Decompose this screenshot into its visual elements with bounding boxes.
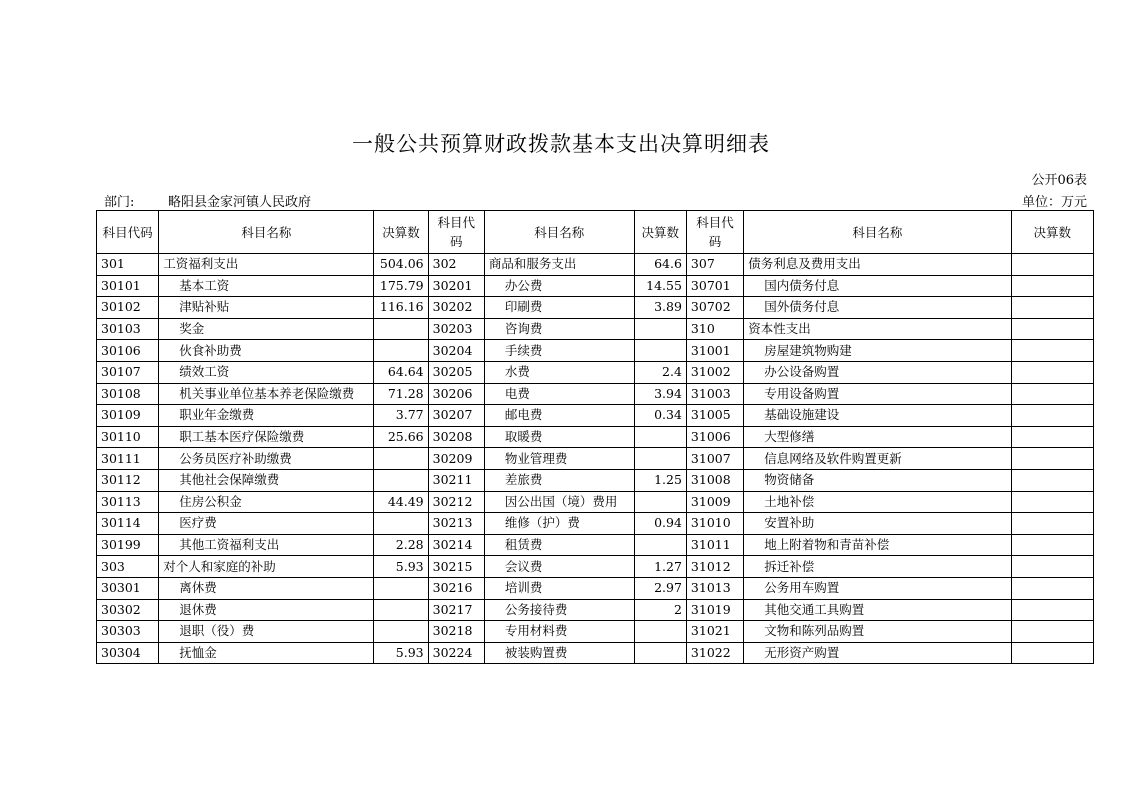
- row-amount-3: [1011, 405, 1093, 427]
- row-code: 30114: [97, 513, 159, 535]
- row-code-3: 31009: [686, 491, 743, 513]
- table-row: [97, 513, 1094, 535]
- row-name-3: 公务用车购置: [744, 577, 1011, 599]
- row-name: 伙食补助费: [159, 340, 374, 362]
- expenditure-table: [96, 210, 1094, 664]
- row-amount: 504.06: [374, 254, 428, 276]
- table-row: [97, 448, 1094, 470]
- row-code-3: 31001: [686, 340, 743, 362]
- row-name: 住房公积金: [159, 491, 374, 513]
- header-name: 科目名称: [159, 211, 374, 254]
- row-name: 公务员医疗补助缴费: [159, 448, 374, 470]
- row-amount-2: 64.6: [634, 254, 686, 276]
- row-amount: [374, 599, 428, 621]
- row-name: 抚恤金: [159, 642, 374, 664]
- row-code: 30304: [97, 642, 159, 664]
- table-row: [97, 275, 1094, 297]
- row-code: 30303: [97, 621, 159, 643]
- row-code-2: 30202: [428, 297, 484, 319]
- row-code-2: 30209: [428, 448, 484, 470]
- table-row: [97, 361, 1094, 383]
- row-name-3: 资本性支出: [744, 318, 1011, 340]
- table-header-row: [97, 211, 1094, 254]
- row-name-2: 差旅费: [484, 469, 634, 491]
- row-amount-2: 0.94: [634, 513, 686, 535]
- row-amount: 2.28: [374, 534, 428, 556]
- table-row: [97, 254, 1094, 276]
- row-amount: [374, 448, 428, 470]
- row-code-3: 31012: [686, 556, 743, 578]
- row-name-3: 地上附着物和青苗补偿: [744, 534, 1011, 556]
- row-amount-2: 2.4: [634, 361, 686, 383]
- row-name-2: 咨询费: [484, 318, 634, 340]
- header-amount-3: 决算数: [1011, 211, 1093, 254]
- table-body: [97, 254, 1094, 664]
- row-name-3: 国外债务付息: [744, 297, 1011, 319]
- row-amount-2: 14.55: [634, 275, 686, 297]
- row-name-2: 印刷费: [484, 297, 634, 319]
- row-code-2: 30208: [428, 426, 484, 448]
- row-code-2: 30217: [428, 599, 484, 621]
- row-amount-3: [1011, 297, 1093, 319]
- row-code-3: 31006: [686, 426, 743, 448]
- row-amount: [374, 318, 428, 340]
- row-name-2: 邮电费: [484, 405, 634, 427]
- row-amount-2: 1.27: [634, 556, 686, 578]
- table-row: [97, 383, 1094, 405]
- row-code: 301: [97, 254, 159, 276]
- row-name: 奖金: [159, 318, 374, 340]
- row-amount: 44.49: [374, 491, 428, 513]
- row-code-2: 30211: [428, 469, 484, 491]
- row-code-3: 31019: [686, 599, 743, 621]
- row-code-2: 30212: [428, 491, 484, 513]
- row-name-3: 安置补助: [744, 513, 1011, 535]
- table-row: [97, 469, 1094, 491]
- row-name-3: 专用设备购置: [744, 383, 1011, 405]
- row-code-3: 31011: [686, 534, 743, 556]
- row-code-3: 31002: [686, 361, 743, 383]
- row-code: 30106: [97, 340, 159, 362]
- row-code-2: 30204: [428, 340, 484, 362]
- row-name: 津贴补贴: [159, 297, 374, 319]
- row-amount: [374, 340, 428, 362]
- row-name-3: 物资储备: [744, 469, 1011, 491]
- row-name: 机关事业单位基本养老保险缴费: [159, 383, 374, 405]
- row-name-3: 拆迁补偿: [744, 556, 1011, 578]
- table-row: [97, 318, 1094, 340]
- header-amount-2: 决算数: [634, 211, 686, 254]
- row-code: 30110: [97, 426, 159, 448]
- form-number: 公开06表: [1031, 173, 1087, 188]
- row-code-3: 31021: [686, 621, 743, 643]
- row-name-3: 基础设施建设: [744, 405, 1011, 427]
- row-name-3: 债务利息及费用支出: [744, 254, 1011, 276]
- row-amount-3: [1011, 513, 1093, 535]
- table-row: [97, 642, 1094, 664]
- row-name-2: 公务接待费: [484, 599, 634, 621]
- table-row: [97, 599, 1094, 621]
- row-code: 30107: [97, 361, 159, 383]
- row-code-3: 31022: [686, 642, 743, 664]
- row-code-2: 30205: [428, 361, 484, 383]
- row-code: 30301: [97, 577, 159, 599]
- row-name: 对个人和家庭的补助: [159, 556, 374, 578]
- row-name: 其他工资福利支出: [159, 534, 374, 556]
- row-code-3: 31010: [686, 513, 743, 535]
- row-name-2: 专用材料费: [484, 621, 634, 643]
- row-code-2: 30213: [428, 513, 484, 535]
- row-name-3: 文物和陈列品购置: [744, 621, 1011, 643]
- row-amount-3: [1011, 642, 1093, 664]
- row-amount-2: [634, 621, 686, 643]
- row-amount-2: 3.94: [634, 383, 686, 405]
- row-code: 30199: [97, 534, 159, 556]
- row-name-2: 租赁费: [484, 534, 634, 556]
- row-name: 职业年金缴费: [159, 405, 374, 427]
- row-name: 离休费: [159, 577, 374, 599]
- row-amount-3: [1011, 254, 1093, 276]
- row-name-2: 电费: [484, 383, 634, 405]
- header-code: 科目代码: [97, 211, 159, 254]
- row-code: 30109: [97, 405, 159, 427]
- row-name-3: 国内债务付息: [744, 275, 1011, 297]
- row-amount: [374, 621, 428, 643]
- row-amount-3: [1011, 426, 1093, 448]
- row-code: 30302: [97, 599, 159, 621]
- row-code: 30102: [97, 297, 159, 319]
- row-amount-3: [1011, 318, 1093, 340]
- row-amount-3: [1011, 361, 1093, 383]
- row-amount-2: [634, 448, 686, 470]
- row-name: 医疗费: [159, 513, 374, 535]
- department-label: 部门:: [104, 195, 135, 210]
- row-amount-3: [1011, 556, 1093, 578]
- row-name-2: 被装购置费: [484, 642, 634, 664]
- row-code-3: 30702: [686, 297, 743, 319]
- row-name-2: 因公出国（境）费用: [484, 491, 634, 513]
- row-amount-3: [1011, 621, 1093, 643]
- row-amount: 5.93: [374, 642, 428, 664]
- table-row: [97, 556, 1094, 578]
- row-amount-3: [1011, 491, 1093, 513]
- row-name-3: 无形资产购置: [744, 642, 1011, 664]
- row-code-2: 30216: [428, 577, 484, 599]
- row-code-2: 30201: [428, 275, 484, 297]
- row-name: 其他社会保障缴费: [159, 469, 374, 491]
- row-amount: 175.79: [374, 275, 428, 297]
- row-code-2: 30218: [428, 621, 484, 643]
- row-code: 30101: [97, 275, 159, 297]
- row-amount-3: [1011, 448, 1093, 470]
- row-amount-3: [1011, 534, 1093, 556]
- row-amount-2: [634, 340, 686, 362]
- row-amount-2: [634, 491, 686, 513]
- row-amount-2: 3.89: [634, 297, 686, 319]
- row-code: 30108: [97, 383, 159, 405]
- row-code-3: 31005: [686, 405, 743, 427]
- header-name-3: 科目名称: [744, 211, 1011, 254]
- row-name-3: 土地补偿: [744, 491, 1011, 513]
- table-row: [97, 491, 1094, 513]
- row-name-3: 房屋建筑物购建: [744, 340, 1011, 362]
- row-name-2: 培训费: [484, 577, 634, 599]
- row-code-3: 307: [686, 254, 743, 276]
- table-row: [97, 426, 1094, 448]
- row-code: 30113: [97, 491, 159, 513]
- row-name-2: 水费: [484, 361, 634, 383]
- table-row: [97, 297, 1094, 319]
- department-name: 略阳县金家河镇人民政府: [168, 195, 312, 210]
- row-code-3: 31008: [686, 469, 743, 491]
- row-name-3: 信息网络及软件购置更新: [744, 448, 1011, 470]
- row-amount-3: [1011, 383, 1093, 405]
- row-name: 绩效工资: [159, 361, 374, 383]
- row-code: 30111: [97, 448, 159, 470]
- row-amount-2: 0.34: [634, 405, 686, 427]
- row-amount: 3.77: [374, 405, 428, 427]
- header-name-2: 科目名称: [484, 211, 634, 254]
- row-code-3: 30701: [686, 275, 743, 297]
- row-amount-3: [1011, 340, 1093, 362]
- row-name: 退休费: [159, 599, 374, 621]
- row-code-3: 31013: [686, 577, 743, 599]
- row-amount-2: [634, 426, 686, 448]
- department-line: [104, 191, 311, 210]
- row-code-3: 31003: [686, 383, 743, 405]
- row-name-2: 维修（护）费: [484, 513, 634, 535]
- row-amount: 25.66: [374, 426, 428, 448]
- table-row: [97, 534, 1094, 556]
- row-amount: 116.16: [374, 297, 428, 319]
- table-row: [97, 621, 1094, 643]
- row-name-2: 会议费: [484, 556, 634, 578]
- row-name-3: 大型修缮: [744, 426, 1011, 448]
- row-name-3: 办公设备购置: [744, 361, 1011, 383]
- row-amount-2: [634, 642, 686, 664]
- unit-label: 单位：万元: [1021, 195, 1087, 210]
- row-code-2: 30215: [428, 556, 484, 578]
- row-amount: 64.64: [374, 361, 428, 383]
- row-amount-3: [1011, 275, 1093, 297]
- row-amount-3: [1011, 577, 1093, 599]
- row-amount-2: 2.97: [634, 577, 686, 599]
- row-code-2: 30203: [428, 318, 484, 340]
- row-name: 职工基本医疗保险缴费: [159, 426, 374, 448]
- row-amount-3: [1011, 599, 1093, 621]
- header-code-2: 科目代码: [428, 211, 484, 254]
- row-name: 基本工资: [159, 275, 374, 297]
- table-row: [97, 577, 1094, 599]
- row-amount-2: [634, 318, 686, 340]
- row-code: 30103: [97, 318, 159, 340]
- row-name: 工资福利支出: [159, 254, 374, 276]
- row-name-2: 取暖费: [484, 426, 634, 448]
- row-code-2: 302: [428, 254, 484, 276]
- row-amount-2: 2: [634, 599, 686, 621]
- row-code-3: 31007: [686, 448, 743, 470]
- row-name-2: 物业管理费: [484, 448, 634, 470]
- row-code-2: 30207: [428, 405, 484, 427]
- row-amount: [374, 513, 428, 535]
- row-name-2: 手续费: [484, 340, 634, 362]
- row-code-2: 30206: [428, 383, 484, 405]
- row-amount: [374, 577, 428, 599]
- row-code-3: 310: [686, 318, 743, 340]
- header-amount: 决算数: [374, 211, 428, 254]
- row-code-2: 30224: [428, 642, 484, 664]
- row-amount-2: [634, 534, 686, 556]
- header-code-3: 科目代码: [686, 211, 743, 254]
- row-name-3: 其他交通工具购置: [744, 599, 1011, 621]
- row-name-2: 办公费: [484, 275, 634, 297]
- row-name: 退职（役）费: [159, 621, 374, 643]
- table-row: [97, 340, 1094, 362]
- row-code-2: 30214: [428, 534, 484, 556]
- row-amount: [374, 469, 428, 491]
- row-amount-3: [1011, 469, 1093, 491]
- row-name-2: 商品和服务支出: [484, 254, 634, 276]
- row-code: 30112: [97, 469, 159, 491]
- page-title: 一般公共预算财政拨款基本支出决算明细表: [352, 132, 770, 156]
- table-row: [97, 405, 1094, 427]
- row-code: 303: [97, 556, 159, 578]
- row-amount-2: 1.25: [634, 469, 686, 491]
- row-amount: 71.28: [374, 383, 428, 405]
- row-amount: 5.93: [374, 556, 428, 578]
